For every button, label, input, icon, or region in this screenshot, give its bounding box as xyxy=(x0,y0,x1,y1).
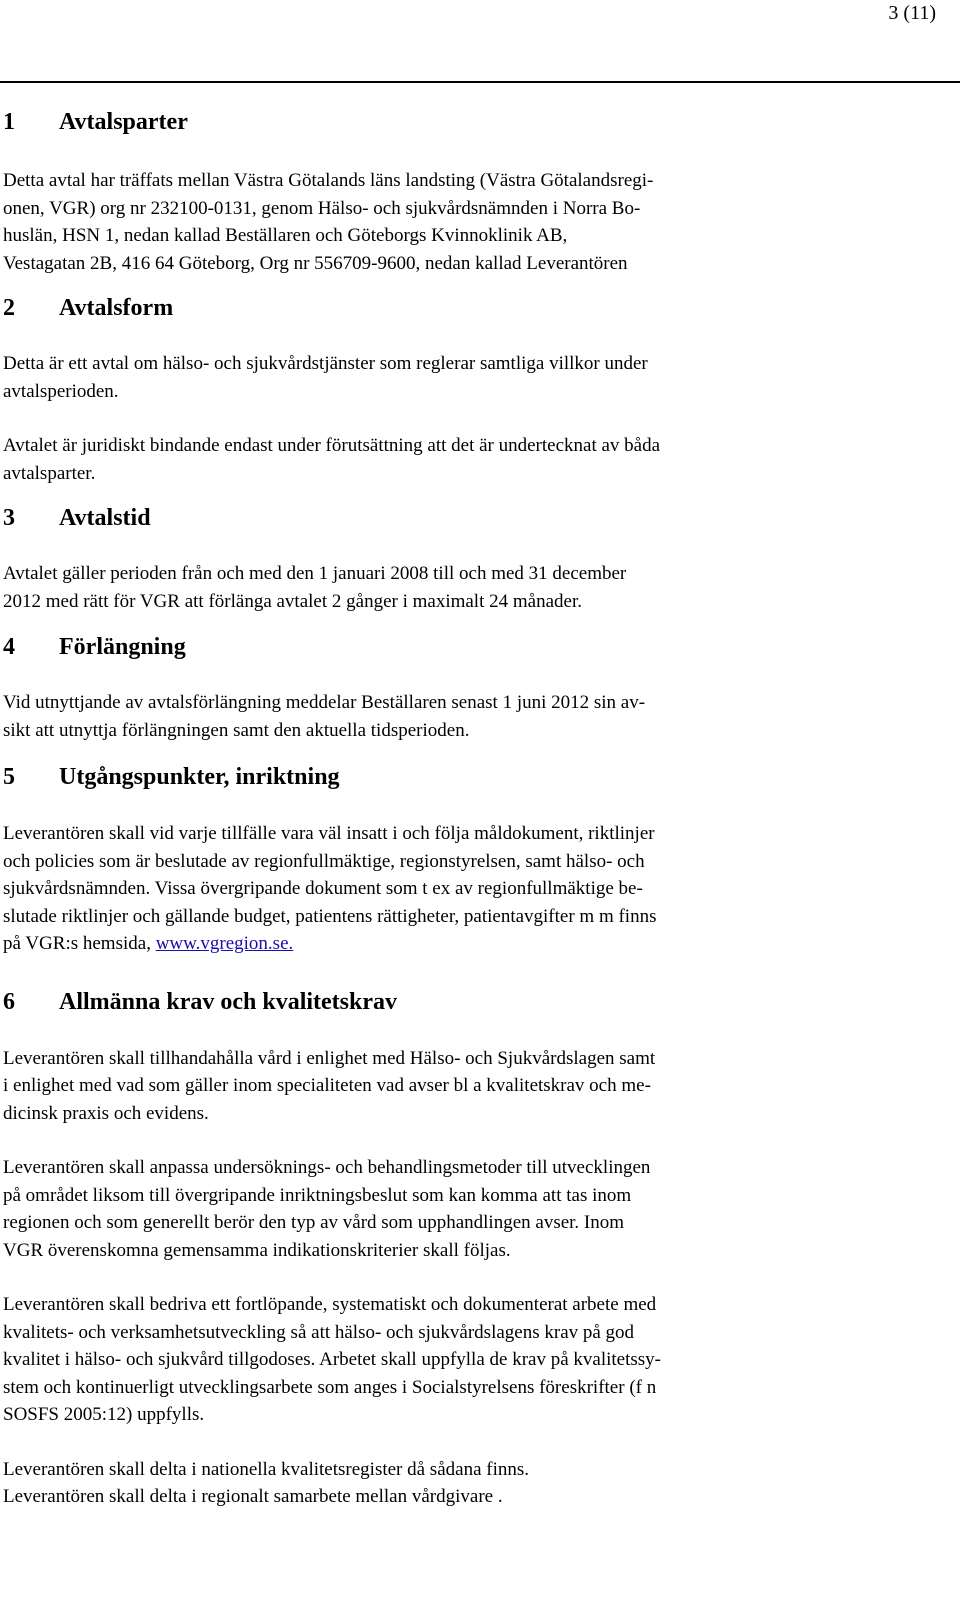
paragraph xyxy=(3,820,853,958)
paragraph: Leverantören skall tillhandahålla vård i enlighet med Hälso- och Sjukvårdslagen samt i enlighet med vad som gäller inom specialiteten vad avser bl a kvalitetskrav och me- dicinsk praxis och evidens. xyxy=(3,1047,656,1124)
section-heading xyxy=(3,632,853,662)
section-title: Utgångspunkter, inriktning xyxy=(59,764,340,790)
section-title: Avtalstid xyxy=(59,505,151,531)
section-number: 2 xyxy=(3,295,15,321)
section-heading xyxy=(3,987,853,1017)
section-number: 5 xyxy=(3,764,15,790)
section-heading xyxy=(3,293,853,323)
section-number: 6 xyxy=(3,988,15,1015)
paragraph: Avtalet gäller perioden från och med den 1 januari 2008 till och med 31 december 2012 med rätt för VGR att förlänga avtalet 2 gånger i maximalt 24 månader. xyxy=(3,563,627,612)
section-title: Allmänna krav och kvalitetskrav xyxy=(59,988,398,1015)
paragraph: Leverantören skall bedriva ett fortlöpande, systematiskt och dokumenterat arbete med kvalitets- och verksamhetsutveckling så att hälso- och sjukvårdslagens krav på god kvalitet i hälso- och sjukvård tillgodoses. Arbetet skall uppfylla de krav på kvalitetssy- stem och kontinuerligt utvecklingsarbete som anges i Socialstyrelsens föreskrifter (f n SOSFS 2005:12) uppfylls. xyxy=(3,1294,661,1425)
section-heading xyxy=(3,762,853,792)
paragraph: Detta avtal har träffats mellan Västra Götalands läns landsting (Västra Götalandsregi- onen, VGR) org nr 232100-0131, genom Hälso- och sjukvårdsnämnden i Norra Bo- huslän, HSN 1, nedan kallad Beställaren och Göteborgs Kvinnoklinik AB, Vestagatan 2B, 416 64 Göteborg, Org nr 556709-9600, nedan kallad Leverantören xyxy=(3,170,654,274)
section-heading xyxy=(3,107,853,137)
section-title: Avtalsparter xyxy=(59,109,188,135)
header-rule xyxy=(0,81,960,83)
paragraph: Detta är ett avtal om hälso- och sjukvårdstjänster som reglerar samtliga villkor under avtalsperioden. xyxy=(3,353,648,402)
section-number: 4 xyxy=(3,634,15,660)
paragraph: Vid utnyttjande av avtalsförlängning meddelar Beställaren senast 1 juni 2012 sin av- sikt att utnyttja förlängningen samt den aktuella tidsperioden. xyxy=(3,692,646,741)
page-number: 3 (11) xyxy=(888,2,936,24)
paragraph: Avtalet är juridiskt bindande endast under förutsättning att det är undertecknat av båda avtalsparter. xyxy=(3,435,661,484)
section-title: Avtalsform xyxy=(59,295,174,321)
section-number: 3 xyxy=(3,505,15,531)
paragraph: Leverantören skall delta i nationella kvalitetsregister då sådana finns. Leverantören skall delta i regionalt samarbete mellan vårdgivare . xyxy=(3,1458,529,1507)
vgregion-link[interactable]: www.vgregion.se. xyxy=(155,933,294,954)
section-title: Förlängning xyxy=(59,634,186,660)
section-heading xyxy=(3,503,853,533)
paragraph-text: Leverantören skall vid varje tillfälle vara väl insatt i och följa måldokument, riktlinjer och policies som är beslutade av regionfullmäktige, regionstyrelsen, samt hälso- och sjukvårdsnämnden. Vissa övergripande dokument som t ex av regionfullmäktige be- slutade riktlinjer och gällande budget, patientens rättigheter, patientavgifter m m finns på VGR:s hemsida, xyxy=(3,823,657,954)
document-body xyxy=(3,103,853,1511)
section-number: 1 xyxy=(3,109,15,135)
paragraph: Leverantören skall anpassa undersöknings- och behandlingsmetoder till utvecklingen på området liksom till övergripande inriktningsbeslut som kan komma att tas inom regionen och som generellt berör den typ av vård som upphandlingen avser. Inom VGR överenskomna gemensamma indikationskriterier skall följas. xyxy=(3,1157,651,1261)
